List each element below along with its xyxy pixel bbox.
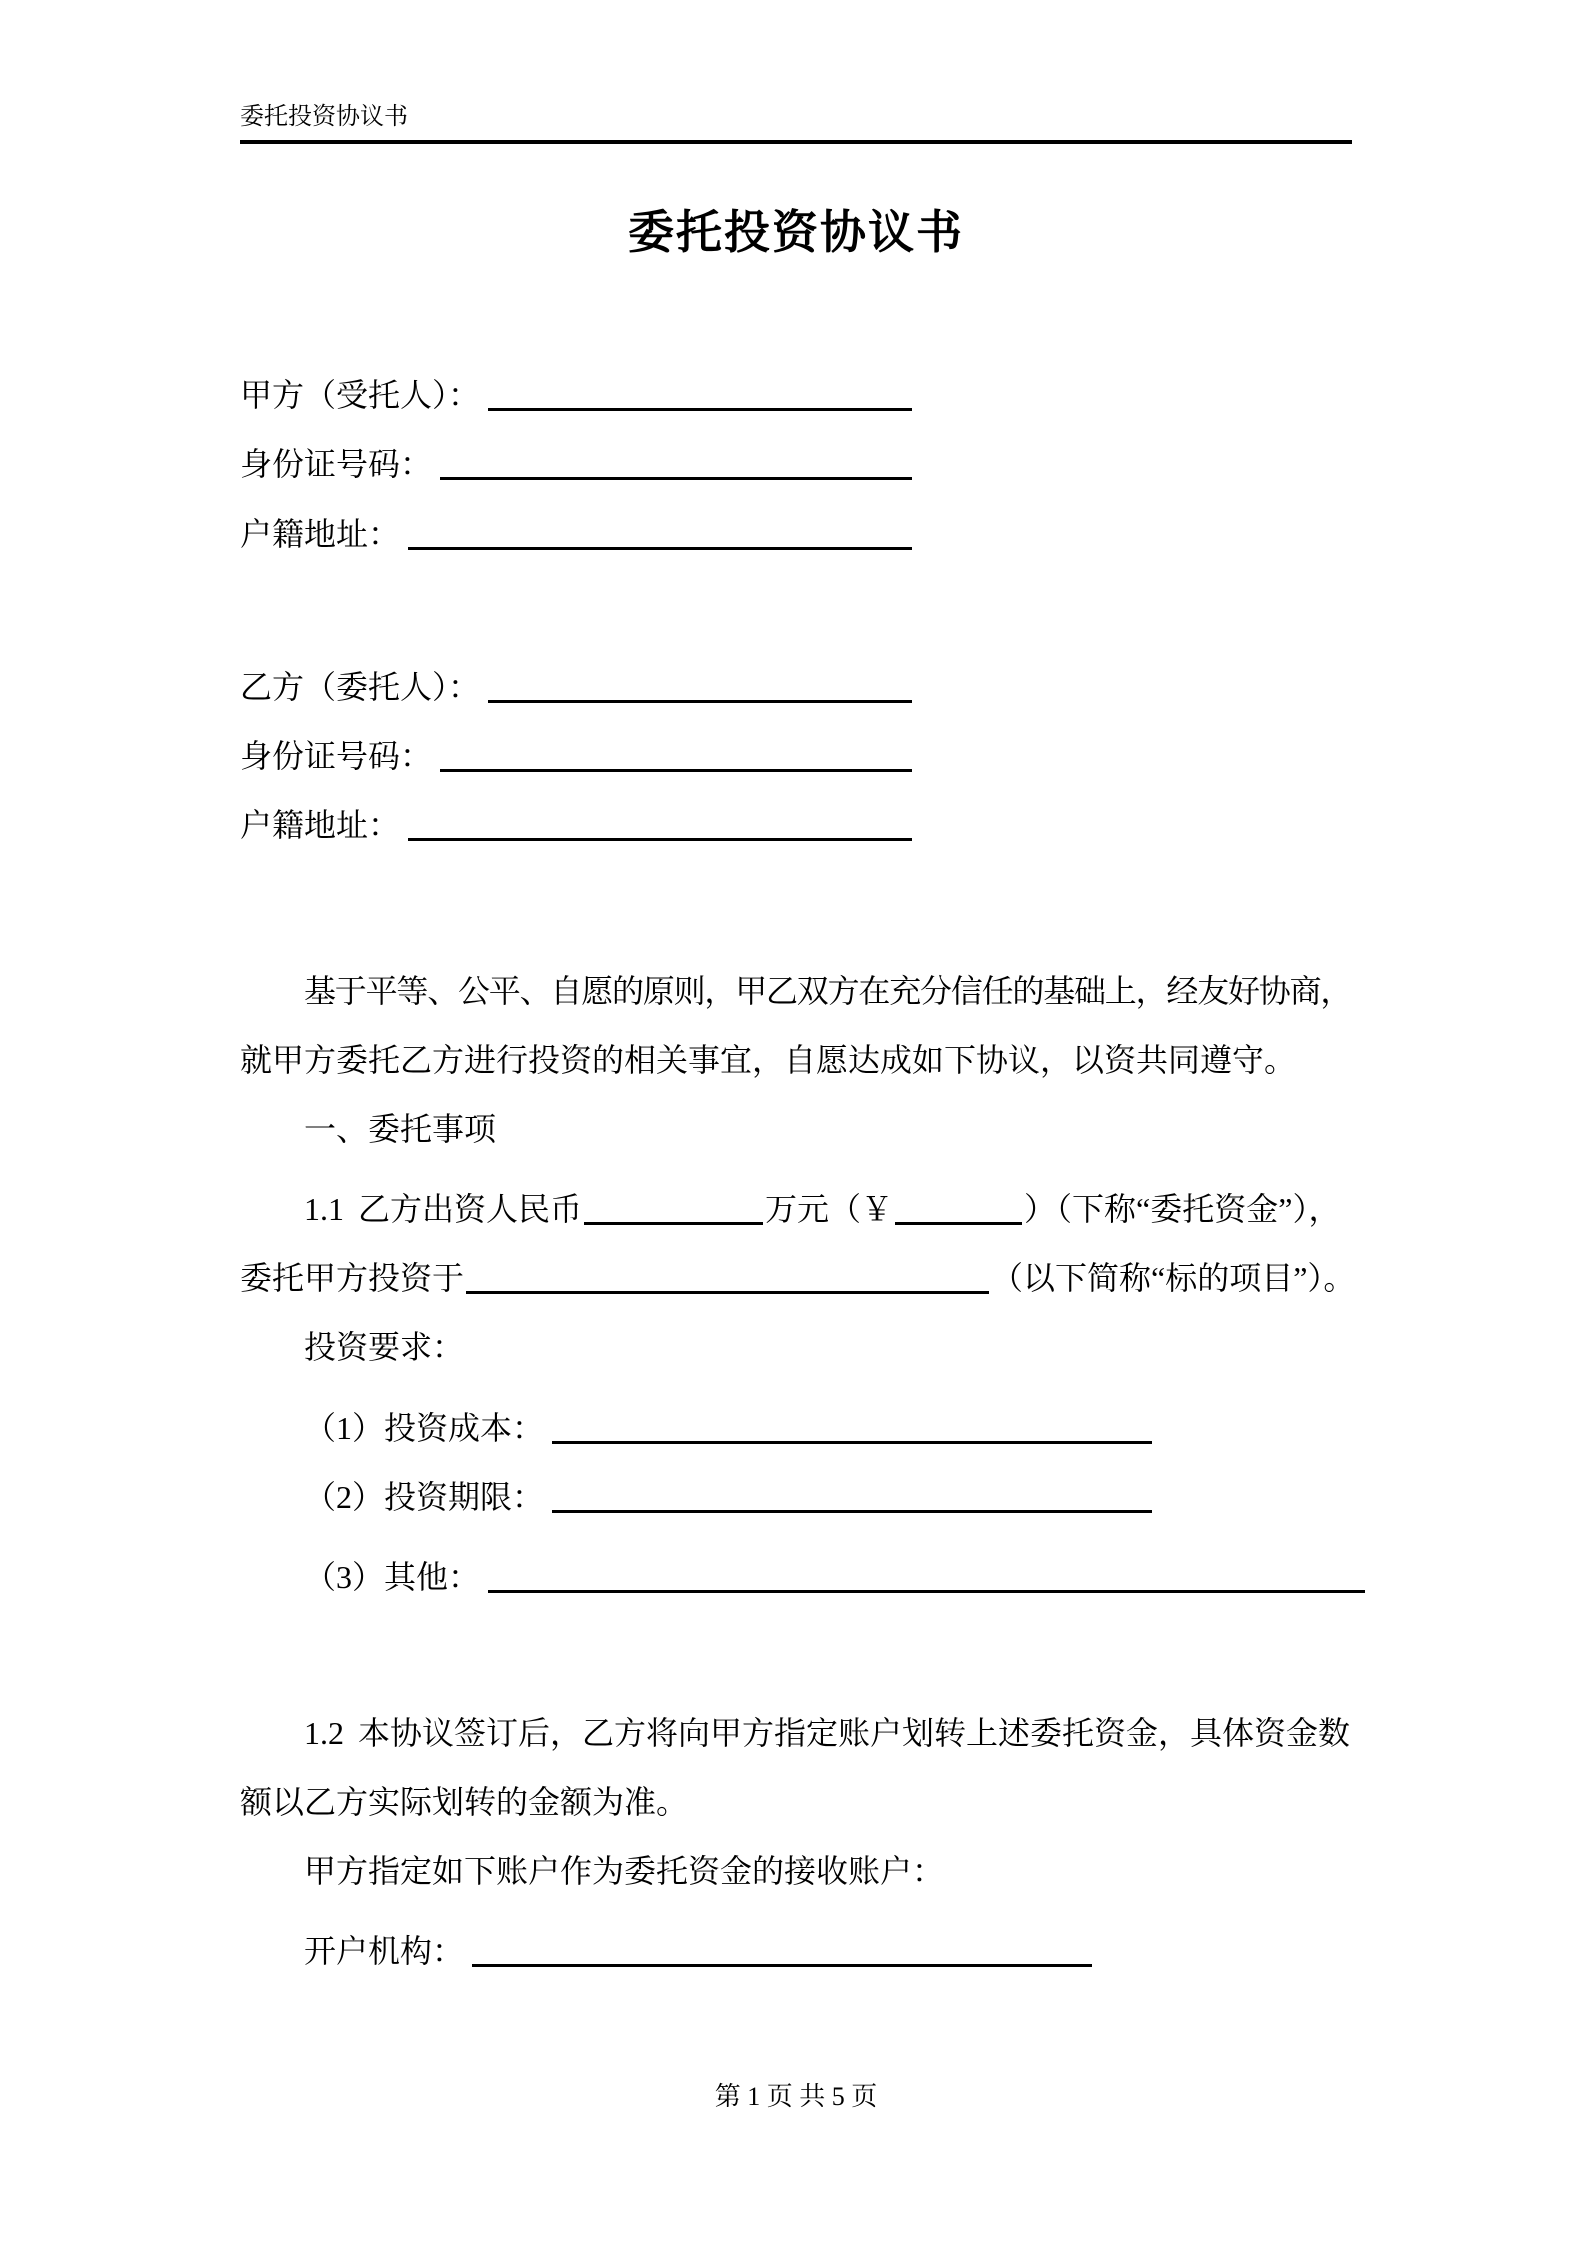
section-1-heading: 一、委托事项 (304, 1111, 497, 1147)
section-1-heading-row (240, 1106, 1352, 1152)
amount-yuan-blank[interactable] (895, 1188, 1022, 1225)
requirement-item-1-label: （1）投资成本： (304, 1410, 545, 1446)
requirements-heading-row (240, 1324, 1352, 1370)
clause-1-2-line-1-text: 本协议签订后，乙方将向甲方指定账户划转上述委托资金，具体资金数 (358, 1715, 1351, 1751)
investment-term-blank[interactable] (552, 1476, 1152, 1513)
clause-1-2-line-1 (240, 1710, 1352, 1756)
party-a-name-label: 甲方（受托人）： (240, 377, 481, 413)
clause-1-2-number: 1.2 (304, 1715, 344, 1751)
page-number-text: 第 1 页 共 5 页 (714, 2082, 878, 2111)
requirement-other-blank[interactable] (488, 1556, 1365, 1593)
page-header-text: 委托投资协议书 (240, 104, 408, 130)
bank-name-blank[interactable] (472, 1930, 1092, 1967)
requirement-item-2-row (240, 1474, 1352, 1520)
party-b-name-row (240, 664, 1352, 710)
party-b-name-label: 乙方（委托人）： (240, 669, 481, 705)
party-a-id-label: 身份证号码： (240, 446, 433, 482)
page-title: 委托投资协议书 (628, 207, 964, 258)
party-a-id-row (240, 441, 1352, 487)
party-a-address-label: 户籍地址： (240, 516, 401, 552)
party-a-address-row (240, 511, 1352, 557)
page-header (240, 102, 1352, 144)
party-b-address-row (240, 802, 1352, 848)
party-a-name-row (240, 372, 1352, 418)
preamble-line-2 (240, 1037, 1352, 1083)
clause-1-1-number: 1.1 (304, 1191, 344, 1227)
requirements-heading: 投资要求： (304, 1329, 465, 1365)
requirement-item-3-label: （3）其他： (304, 1559, 481, 1595)
investment-cost-blank[interactable] (552, 1407, 1152, 1444)
page-footer (240, 2080, 1352, 2114)
clause-1-1-line-2 (240, 1255, 1356, 1301)
party-b-id-blank[interactable] (440, 735, 912, 772)
account-intro-row (240, 1848, 1352, 1894)
party-a-name-blank[interactable] (488, 374, 912, 411)
preamble-line-1-text: 基于平等、公平、自愿的原则，甲乙双方在充分信任的基础上，经友好协商， (304, 973, 1352, 1009)
target-project-blank[interactable] (466, 1257, 989, 1294)
party-b-address-label: 户籍地址： (240, 807, 401, 843)
bank-label: 开户机构： (304, 1933, 465, 1969)
preamble-line-2-text: 就甲方委托乙方进行投资的相关事宜，自愿达成如下协议，以资共同遵守。 (240, 1042, 1297, 1078)
amount-wan-blank[interactable] (584, 1188, 763, 1225)
clause-1-2-line-2-text: 额以乙方实际划转的金额为准。 (240, 1784, 689, 1820)
party-b-address-blank[interactable] (408, 804, 912, 841)
preamble-line-1 (240, 968, 1352, 1014)
clause-1-1-text-a: 乙方出资人民币 (358, 1191, 583, 1227)
clause-1-1-text-c: ）（下称“委托资金”）， (1024, 1191, 1341, 1227)
clause-1-1-line-2-text-a: 委托甲方投资于 (240, 1260, 465, 1296)
party-b-name-blank[interactable] (488, 666, 912, 703)
requirement-item-2-label: （2）投资期限： (304, 1479, 545, 1515)
clause-1-1-line-2-text-b: （以下简称“标的项目”）。 (991, 1260, 1356, 1296)
party-a-address-blank[interactable] (408, 513, 912, 550)
requirement-item-1-row (240, 1405, 1352, 1451)
clause-1-2-line-2 (240, 1779, 1352, 1825)
clause-1-1-line-1 (240, 1186, 1352, 1232)
bank-row (240, 1928, 1352, 1974)
party-b-id-row (240, 733, 1352, 779)
clause-1-1-text-b: 万元（￥ (765, 1191, 894, 1227)
party-a-id-blank[interactable] (440, 443, 912, 480)
requirement-item-3-row (240, 1554, 1352, 1600)
party-b-id-label: 身份证号码： (240, 738, 433, 774)
account-intro-text: 甲方指定如下账户作为委托资金的接收账户： (304, 1853, 945, 1889)
